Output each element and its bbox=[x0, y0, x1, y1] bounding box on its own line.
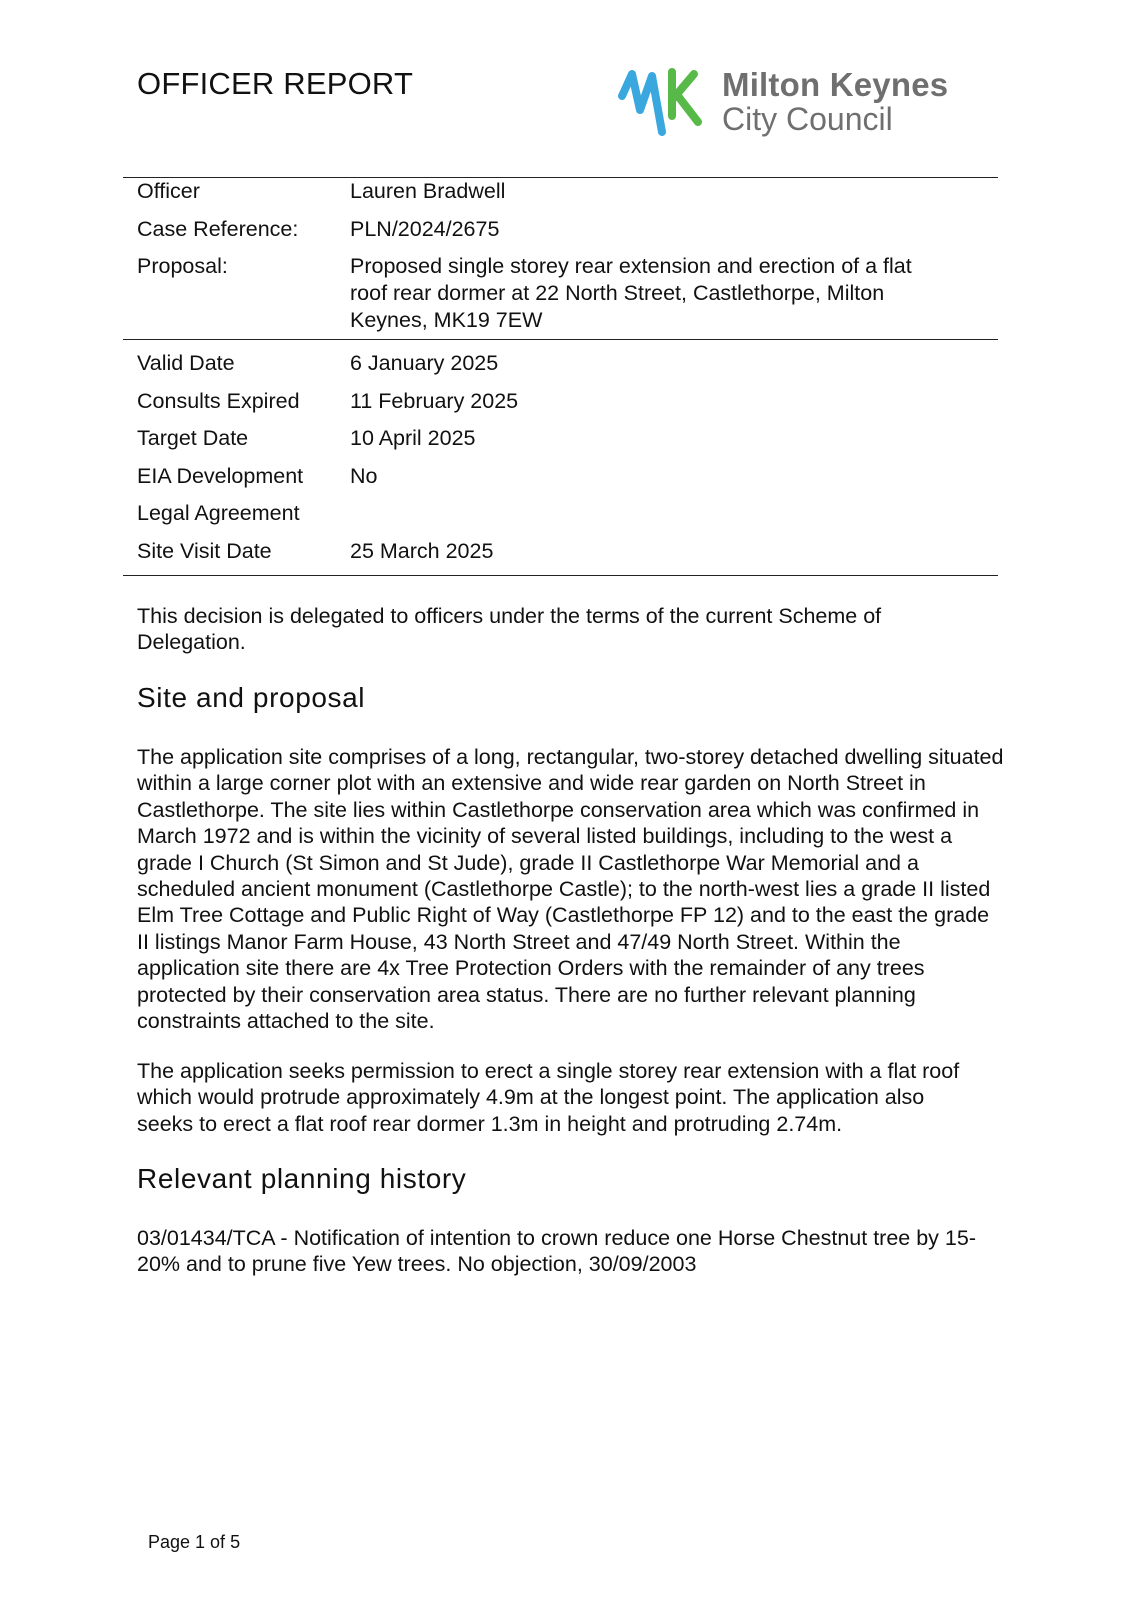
detail-label: Valid Date bbox=[137, 351, 235, 375]
detail-row-consults-expired bbox=[137, 388, 987, 426]
detail-row-valid-date bbox=[137, 350, 987, 388]
logo-text-line1: Milton Keynes bbox=[722, 66, 949, 103]
divider-bottom bbox=[123, 575, 998, 576]
detail-value: 11 February 2025 bbox=[350, 388, 519, 413]
section-heading-history: Relevant planning history bbox=[137, 1163, 467, 1194]
detail-value: PLN/2024/2675 bbox=[350, 216, 500, 241]
section-heading-site: Site and proposal bbox=[137, 682, 366, 713]
page-number: Page 1 of 5 bbox=[148, 1532, 241, 1552]
logo-text-line2: City Council bbox=[722, 101, 893, 137]
detail-row-proposal bbox=[137, 253, 987, 334]
page-title: OFFICER REPORT bbox=[137, 66, 414, 101]
detail-row-target-date bbox=[137, 425, 987, 463]
detail-row-case-reference bbox=[137, 216, 987, 254]
detail-label: Site Visit Date bbox=[137, 538, 272, 563]
detail-label: Officer bbox=[137, 179, 200, 203]
detail-label: Case Reference: bbox=[137, 216, 299, 241]
detail-label: Target Date bbox=[137, 426, 249, 450]
site-paragraph-1: The application site comprises of a long, rectangular, two-storey detached dwelling situated within a large corner plot with an extensive and wide rear garden on North Street in Castlethorpe. The site lies within Castlethorpe conservation area which was confirmed in March 1972 and is within the vicinity of several listed buildings, including to the west a grade I Church (St Simon and St Jude), grade II Castlethorpe War Memorial and a scheduled ancient monument (Castlethorpe Castle); to the north-west lies a grade II listed Elm Tree Cottage and Public Right of Way (Castlethorpe FP 12) and to the east the grade II listings Manor Farm House, 43 North Street and 47/49 North Street. Within the application site there are 4x Tree Protection Orders with the remainder of any trees protected by their conservation area status. There are no further relevant planning constraints attached to the site. bbox=[137, 745, 1004, 1034]
detail-label: Consults Expired bbox=[137, 388, 300, 413]
detail-value: Proposed single storey rear extension and erection of a flat roof rear dormer at 22 North Street, Castlethorpe, Milton Keynes, MK19 7EW bbox=[350, 254, 912, 332]
council-logo bbox=[618, 64, 998, 144]
delegation-note: This decision is delegated to officers under the terms of the current Scheme of Delegation. bbox=[137, 604, 882, 655]
detail-value: 6 January 2025 bbox=[350, 351, 499, 375]
detail-label: Proposal: bbox=[137, 254, 228, 278]
detail-value: 25 March 2025 bbox=[350, 538, 494, 563]
site-paragraph-2: The application seeks permission to erect a single storey rear extension with a flat roof which would protrude approximately 4.9m at the longest point. The application also seeks to erect a flat roof rear dormer 1.3m in height and protruding 2.74m. bbox=[137, 1059, 960, 1136]
detail-row-legal-agreement bbox=[137, 500, 987, 538]
detail-label: Legal Agreement bbox=[137, 501, 300, 525]
detail-value bbox=[350, 500, 987, 538]
detail-value: No bbox=[350, 463, 378, 488]
dates-table bbox=[137, 350, 987, 575]
history-paragraph-1: 03/01434/TCA - Notification of intention to crown reduce one Horse Chestnut tree by 15-20% and to prune five Yew trees. No objection, 30/09/2003 bbox=[137, 1226, 976, 1277]
detail-value: 10 April 2025 bbox=[350, 426, 476, 450]
detail-row-officer bbox=[137, 178, 987, 216]
case-details-table bbox=[137, 178, 987, 334]
detail-value: Lauren Bradwell bbox=[350, 179, 506, 203]
detail-row-eia-development bbox=[137, 463, 987, 501]
detail-label: EIA Development bbox=[137, 463, 304, 488]
detail-row-site-visit-date bbox=[137, 538, 987, 576]
mk-logo-icon bbox=[618, 64, 718, 144]
divider-middle bbox=[123, 339, 998, 340]
